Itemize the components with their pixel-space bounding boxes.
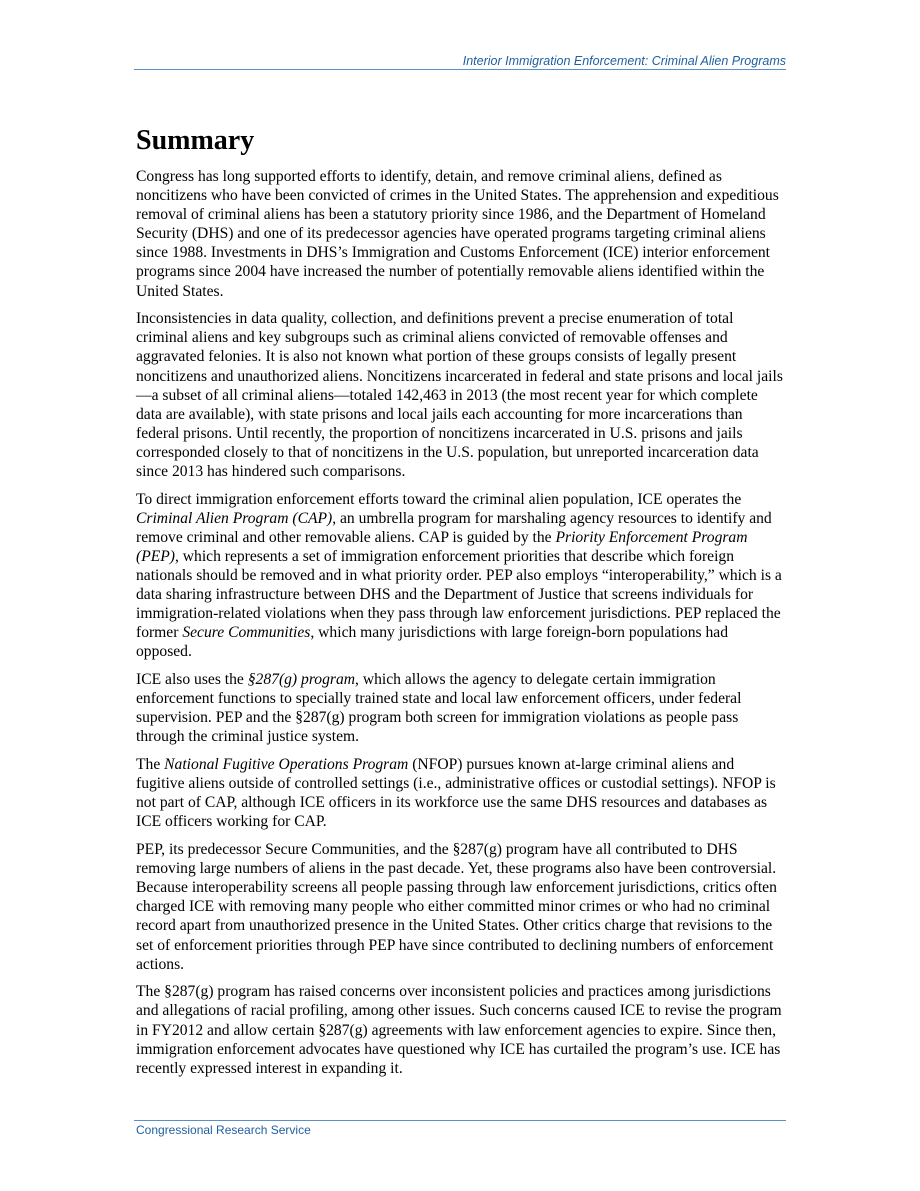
document-body — [136, 124, 786, 1086]
nfop-term: National Fugitive Operations Program — [164, 756, 409, 774]
paragraph-3-text-1: To direct immigration enforcement efforts toward the criminal alien population, ICE operates the — [136, 490, 742, 508]
paragraph-4-text-1: ICE also uses the — [136, 671, 248, 689]
paragraph-3-text-3: , which represents a set of immigration enforcement priorities that describe which foreign nationals should be removed and in what priority order. PEP also employs “interoperability,” which is a data sharing infrastructure between DHS and the Department of Justice that screens individuals for immigration-related violations when they pass through law enforcement jurisdictions. PEP replaced the former — [136, 547, 782, 642]
paragraph-6: PEP, its predecessor Secure Communities, and the §287(g) program have all contributed to DHS removing large numbers of aliens in the past decade. Yet, these programs also have been controversial. Because interoperability screens all people passing through law enforcement jurisdictions, critics often charged ICE with removing many people who either committed minor crimes or who had no criminal record apart from unauthorized presence in the United States. Other critics charge that revisions to the set of enforcement priorities through PEP have since contributed to declining numbers of enforcement actions. — [136, 841, 777, 973]
paragraph-5-text-2: (NFOP) pursues known at-large criminal aliens and fugitive aliens outside of controlled settings (i.e., administrative offices or custodial settings). NFOP is not part of CAP, although ICE officers in its workforce use the same DHS resources and databases as ICE officers working for CAP. — [136, 756, 776, 831]
secure-communities-term: Secure Communities — [182, 624, 311, 642]
paragraph-3-text-2: , an umbrella program for marshaling agency resources to identify and remove criminal and other removable aliens. CAP is guided by the — [136, 509, 772, 546]
paragraph-2: Inconsistencies in data quality, collection, and definitions prevent a precise enumeration of total criminal aliens and key subgroups such as criminal aliens convicted of removable offenses and aggravated felonies. It is also not known what portion of these groups consists of legally present noncitizens and unauthorized aliens. Noncitizens incarcerated in federal and state prisons and local jails—a subset of all criminal aliens—totaled 142,463 in 2013 (the most recent year for which complete data are available), with state prisons and local jails each accounting for more incarcerations than federal prisons. Until recently, the proportion of noncitizens incarcerated in U.S. prisons and jails corresponded closely to that of noncitizens in the U.S. population, but unreported incarceration data since 2013 has hindered such comparisons. — [136, 310, 783, 480]
header-divider — [134, 69, 786, 70]
paragraph-3 — [136, 490, 786, 662]
section-title: Summary — [136, 125, 255, 156]
paragraph-3-text-4: , which many jurisdictions with large foreign-born populations had opposed. — [136, 624, 729, 661]
paragraph-1: Congress has long supported efforts to identify, detain, and remove criminal aliens, defined as noncitizens who have been convicted of crimes in the United States. The apprehension and expeditious removal of criminal aliens has been a statutory priority since 1986, and the Department of Homeland Security (DHS) and one of its predecessor agencies have operated programs targeting criminal aliens since 1988. Investments in DHS’s Immigration and Customs Enforcement (ICE) interior enforcement programs since 2004 have increased the number of potentially removable aliens identified within the United States. — [136, 168, 779, 300]
paragraph-5-text-1: The — [136, 756, 165, 774]
pep-term: Priority Enforcement Program (PEP) — [136, 528, 748, 565]
paragraph-7: The §287(g) program has raised concerns over inconsistent policies and practices among jurisdictions and allegations of racial profiling, among other issues. Such concerns caused ICE to revise the program in FY2012 and allow certain §287(g) agreements with law enforcement agencies to expire. Since then, immigration enforcement advocates have questioned why ICE has curtailed the program’s use. ICE has recently expressed interest in expanding it. — [136, 983, 782, 1077]
footer-publisher: Congressional Research Service — [136, 1123, 311, 1137]
paragraph-4 — [136, 670, 786, 746]
287g-term: §287(g) program — [247, 671, 356, 689]
paragraph-5 — [136, 755, 786, 831]
paragraph-4-text-2: , which allows the agency to delegate certain immigration enforcement functions to specially trained state and local law enforcement officers, under federal supervision. PEP and the §287(g) program both screen for immigration violations as people pass through the criminal justice system. — [136, 671, 742, 746]
cap-term: Criminal Alien Program (CAP) — [136, 509, 333, 527]
footer-divider — [134, 1120, 786, 1121]
running-header: Interior Immigration Enforcement: Criminal Alien Programs — [462, 54, 786, 68]
